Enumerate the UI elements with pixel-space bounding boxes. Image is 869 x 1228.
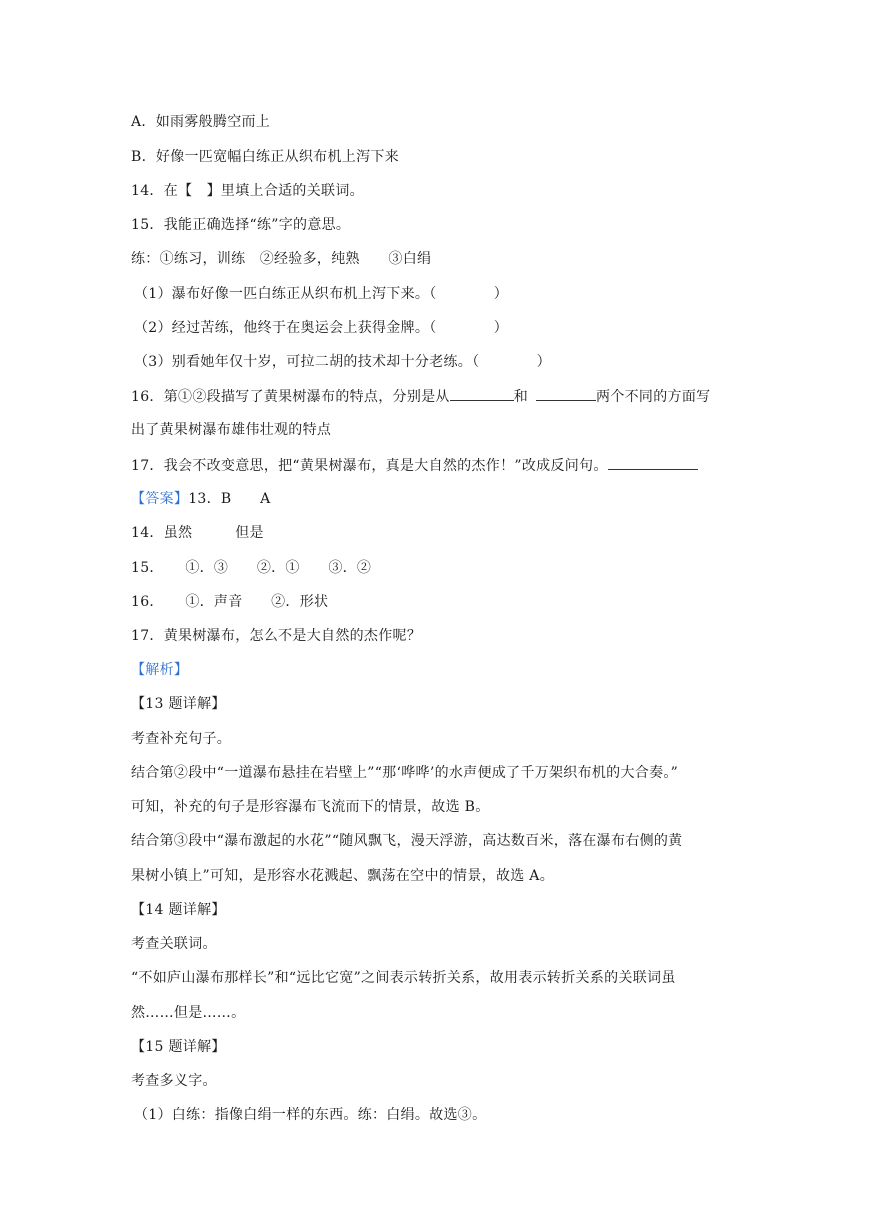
answer-16: 16． ①．声音 ②．形状 xyxy=(131,594,329,610)
question-15: 15．我能正确选择“练”字的意思。 xyxy=(131,217,351,233)
question-16-text-1: 16．第①②段描写了黄果树瀑布的特点，分别是从 xyxy=(131,389,450,405)
analysis-13-text: 可知，补充的句子是形容瀑布飞流而下的情景，故选 B。 xyxy=(131,799,490,815)
analysis-15-text: 考查多义字。 xyxy=(131,1073,217,1089)
question-17 xyxy=(131,455,698,476)
question-16-text-2: 和 xyxy=(513,389,529,405)
analysis-14-text: 然……但是……。 xyxy=(131,1005,246,1021)
answer-13: 13．B A xyxy=(188,491,271,507)
analysis-15-text: （1）白练：指像白绢一样的东西。练：白绢。故选③。 xyxy=(134,1107,487,1123)
question-15-sentence-2: （2）经过苦练，他终于在奥运会上获得金牌。（ ） xyxy=(134,320,509,336)
question-15-sentence-1: （1）瀑布好像一匹白练正从织布机上泻下来。（ ） xyxy=(134,286,509,302)
analysis-13-text: 结合第②段中“一道瀑布悬挂在岩壁上”“那‘哗哗’的水声便成了千万架织布机的大合奏。” xyxy=(131,765,679,781)
analysis-14-heading: 【14 题详解】 xyxy=(131,902,226,918)
analysis-13-text: 考查补充句子。 xyxy=(131,731,232,747)
option-a: A．如雨雾般腾空而上 xyxy=(131,114,271,130)
answer-blank xyxy=(450,386,514,401)
answer-tag: 【答案】 xyxy=(131,491,189,507)
analysis-14-text: “不如庐山瀑布那样长”和“远比它宽”之间表示转折关系，故用表示转折关系的关联词虽 xyxy=(131,970,676,986)
analysis-13-heading: 【13 题详解】 xyxy=(131,696,226,712)
answer-17: 17．黄果树瀑布，怎么不是大自然的杰作呢？ xyxy=(131,628,422,644)
question-16-line-1 xyxy=(131,386,710,407)
answer-15: 15． ①．③ ②．① ③．② xyxy=(131,560,372,576)
question-15-meanings: 练：①练习，训练 ②经验多，纯熟 ③白绢 xyxy=(131,251,432,267)
analysis-15-heading: 【15 题详解】 xyxy=(131,1039,226,1055)
analysis-tag: 【解析】 xyxy=(131,662,189,678)
analysis-13-text: 果树小镇上”可知，是形容水花溅起、飘荡在空中的情景，故选 A。 xyxy=(131,868,555,884)
option-b: B．好像一匹宽幅白练正从织布机上泻下来 xyxy=(131,149,399,165)
question-14: 14．在【 】里填上合适的关联词。 xyxy=(131,183,364,199)
answer-blank xyxy=(536,386,596,401)
question-15-sentence-3: （3）别看她年仅十岁，可拉二胡的技术却十分老练。（ ） xyxy=(134,354,551,370)
question-16-line-2: 出了黄果树瀑布雄伟壮观的特点 xyxy=(131,422,332,438)
answer-13-line xyxy=(131,489,271,509)
answer-blank xyxy=(608,455,698,470)
question-17-text: 17．我会不改变意思，把“黄果树瀑布，真是大自然的杰作！”改成反问句。 xyxy=(131,458,608,474)
analysis-14-text: 考查关联词。 xyxy=(131,936,217,952)
analysis-13-text: 结合第③段中“瀑布激起的水花”“随风飘飞，漫天浮游，高达数百米，落在瀑布右侧的黄 xyxy=(131,833,683,849)
answer-14: 14．虽然 但是 xyxy=(131,525,264,541)
question-16-text-3: 两个不同的方面写 xyxy=(596,389,711,405)
